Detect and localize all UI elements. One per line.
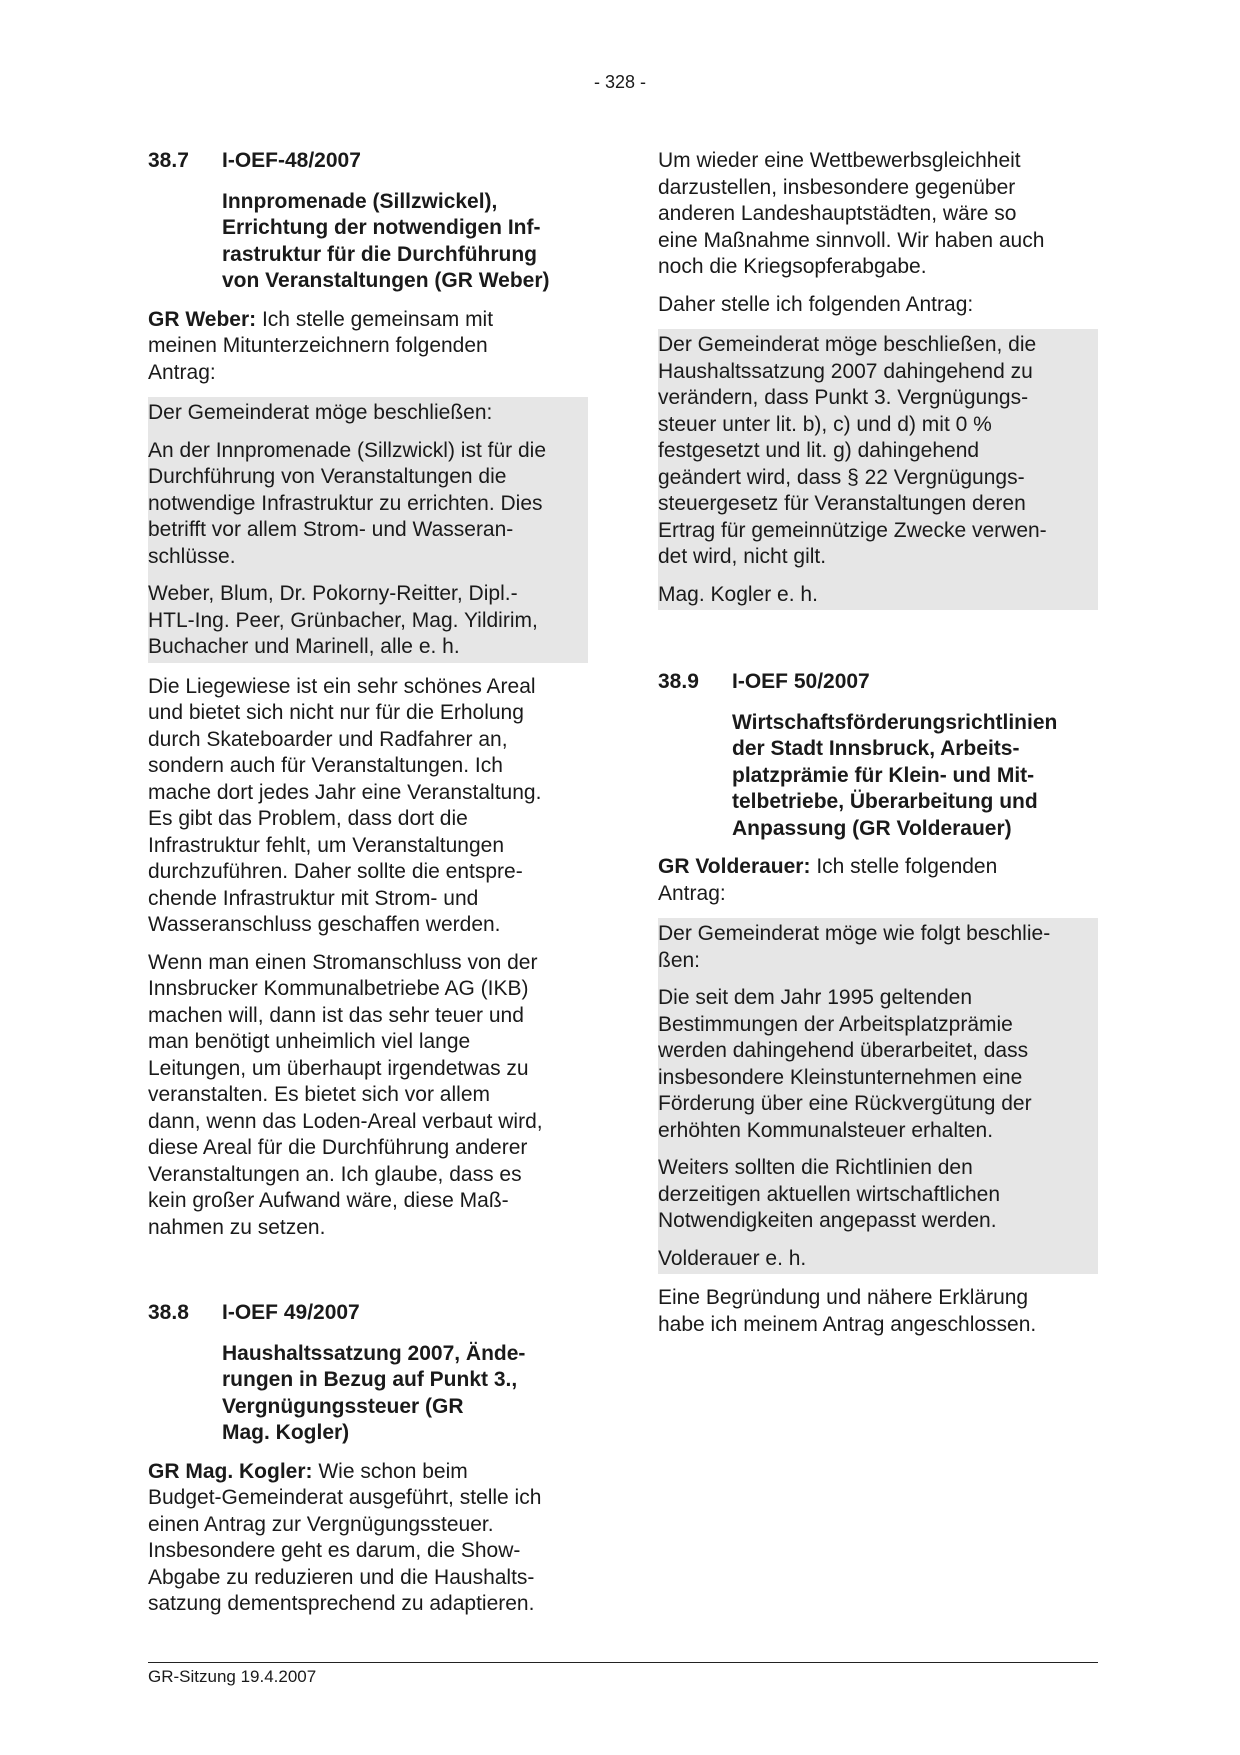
section-title: Haushaltssatzung 2007, Ände- rungen in Bezug auf Punkt 3., Vergnügungssteuer (GR Mag. Kogler) [222,1341,526,1444]
speaker-name: GR Weber: [148,307,257,331]
speaker-name: GR Volderauer: [658,855,811,878]
section-code: I-OEF 49/2007 [222,1301,360,1324]
text-paragraph: Der Gemeinderat möge wie folgt beschlie- ßen: [658,922,1051,972]
speaker-intro [148,1459,588,1618]
motion-box [658,918,1098,1274]
text-paragraph: Wenn man einen Stromanschluss von der Innsbrucker Kommunalbetriebe AG (IKB) machen will, dann ist das sehr teuer und man benötigt unheimlich viel lange Leitungen, um überhaupt irgendetwas zu veranstalten. Es bietet sich vor allem dann, wenn das Loden-Areal verbaut wird, diese Areal für die Durchführung anderer Veranstaltungen an. Ich glaube, dass es kein großer Aufwand wäre, diese Maß- nahmen zu setzen. [148,950,543,1239]
section-heading [658,669,1098,696]
right-column [658,148,1098,1349]
speaker-intro [658,854,1098,907]
body-paragraph: Um wieder eine Wettbewerbsgleichheit darzustellen, insbesondere gegenüber anderen Landeshauptstädten, wäre so eine Maßnahme sinnvoll. Wir haben auch noch die Kriegsopferabgabe. [658,149,1045,278]
text-paragraph: Der Gemeinderat möge beschließen, die Haushaltssatzung 2007 dahingehend zu verändern, dass Punkt 3. Vergnügungs- steuer unter lit. b), c) und d) mit 0 % festgesetzt und lit. g) dahingehend geändert wird, dass § 22 Vergnügungs- steuergesetz für Veranstaltungen deren Ertrag für gemeinnützige Zwecke verwen- det wird, nicht gilt. [658,333,1047,568]
text-paragraph: Der Gemeinderat möge beschließen: [148,401,493,424]
section-heading [148,1300,588,1327]
closing-paragraph: Eine Begründung und nähere Erklärung habe ich meinem Antrag angeschlossen. [658,1286,1037,1336]
section-heading [148,148,588,175]
section-number: 38.7 [148,149,189,172]
text-paragraph: An der Innpromenade (Sillzwickl) ist für die Durchführung von Veranstaltungen die notwendige Infrastruktur zu errichten. Dies betrifft vor allem Strom- und Wasseran- schlüsse. [148,438,546,568]
page-number: - 328 - [593,72,647,92]
section-code: I-OEF 50/2007 [732,670,870,693]
text-paragraph: Die seit dem Jahr 1995 geltenden Bestimmungen der Arbeitsplatzprämie werden dahingehend überarbeitet, dass insbesondere Kleinstunternehmen eine Förderung über eine Rückvergütung der erhöhten Kommunalsteuer erhalten. [658,986,1032,1142]
section-code: I-OEF-48/2007 [222,149,361,172]
intro-text: Wie schon beim Budget-Gemeinderat ausgeführt, stelle ich einen Antrag zur Vergnügungssteuer. Insbesondere geht es darum, die Show- Abgabe zu reduzieren und die Haushalts- satzung dementsprechend zu adaptieren. [148,1459,542,1615]
left-column [148,148,588,1629]
section-number: 38.8 [148,1301,189,1324]
text-paragraph: Weiters sollten die Richtlinien den derzeitigen aktuellen wirtschaftlichen Notwendigkeiten angepasst werden. [658,1156,1001,1232]
intro-text: Ich stelle gemeinsam mit meinen Mitunterzeichnern folgenden Antrag: [148,307,494,384]
speaker-name: GR Mag. Kogler: [148,1459,313,1483]
text-paragraph: Mag. Kogler e. h. [658,582,818,606]
section-number: 38.9 [658,670,699,693]
section-title: Innpromenade (Sillzwickel), Errichtung der notwendigen Inf- rastruktur für die Durchführung von Veranstaltungen (GR Weber) [222,189,550,292]
text-paragraph: Volderauer e. h. [658,1246,807,1270]
speaker-intro [148,307,588,387]
motion-box [658,329,1098,610]
body-paragraphs [148,674,588,1242]
intro-text: Ich stelle folgenden Antrag: [658,855,998,905]
motion-lead: Daher stelle ich folgenden Antrag: [658,292,974,316]
motion-box [148,397,588,663]
text-paragraph: Die Liegewiese ist ein sehr schönes Areal und bietet sich nicht nur für die Erholung durch Skateboarder und Radfahrer an, sondern auch für Veranstaltungen. Ich mache dort jedes Jahr eine Veranstaltung. Es gibt das Problem, dass dort die Infrastruktur fehlt, um Veranstaltungen durchzuführen. Daher sollte die entspre- chende Infrastruktur mit Strom- und Wasseranschluss geschaffen werden. [148,674,542,936]
text-paragraph: Weber, Blum, Dr. Pokorny-Reitter, Dipl.- HTL-Ing. Peer, Grünbacher, Mag. Yildirim, Buchacher und Marinell, alle e. h. [148,582,538,658]
section-title: Wirtschaftsförderungsrichtlinien der Stadt Innsbruck, Arbeits- platzprämie für Klein- und Mit- telbetriebe, Überarbeitung und Anpassung (GR Volderauer) [732,710,1058,840]
page-footer: GR-Sitzung 19.4.2007 [148,1662,1098,1687]
